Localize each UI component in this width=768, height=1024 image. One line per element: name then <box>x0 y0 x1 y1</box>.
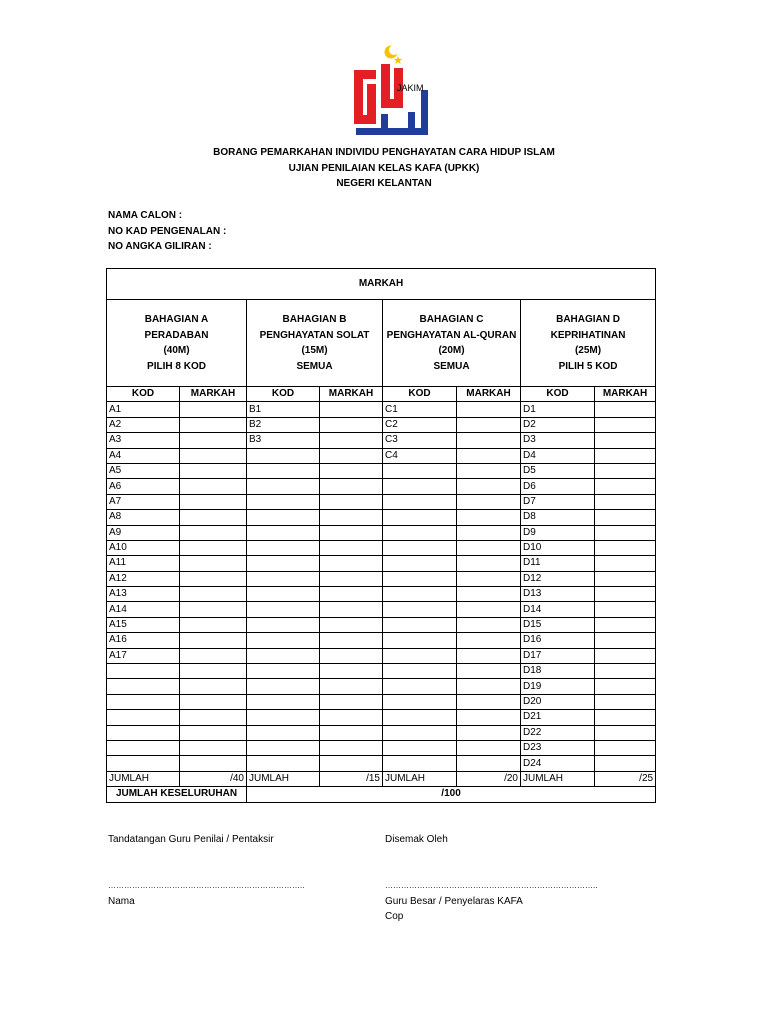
kod-cell-d: D8 <box>521 510 595 525</box>
form-title: BORANG PEMARKAHAN INDIVIDU PENGHAYATAN CARA HIDUP ISLAM <box>213 147 555 158</box>
grand-total-label: JUMLAH KESELURUHAN <box>107 787 247 802</box>
markah-cell-b[interactable] <box>320 540 383 555</box>
kod-cell-c <box>383 525 457 540</box>
kod-cell-d: D20 <box>521 694 595 709</box>
kod-cell-d: D13 <box>521 587 595 602</box>
markah-cell-c[interactable] <box>457 648 521 663</box>
kod-cell-d: D2 <box>521 417 595 432</box>
kod-cell-d: D4 <box>521 448 595 463</box>
kod-cell-c <box>383 679 457 694</box>
score-table <box>106 268 656 803</box>
table-row <box>107 525 656 540</box>
markah-cell-b[interactable] <box>320 571 383 586</box>
table-row <box>107 556 656 571</box>
form-subtitle: UJIAN PENILAIAN KELAS KAFA (UPKK) <box>288 162 480 174</box>
turn-number-label: NO ANGKA GILIRAN : <box>108 241 212 252</box>
kod-cell-b <box>247 448 320 463</box>
markah-cell-c[interactable] <box>457 740 521 755</box>
markah-cell-b[interactable] <box>320 664 383 679</box>
kod-cell-a: A14 <box>107 602 180 617</box>
kod-cell-c <box>383 725 457 740</box>
markah-cell-a[interactable] <box>180 710 247 725</box>
kod-cell-b <box>247 463 320 478</box>
markah-cell-b[interactable] <box>320 725 383 740</box>
kod-cell-a: A5 <box>107 463 180 478</box>
kod-cell-b: B1 <box>247 402 320 417</box>
markah-cell-b[interactable] <box>320 756 383 771</box>
markah-cell-c[interactable] <box>457 448 521 463</box>
logo-text: JAKIM <box>397 83 424 93</box>
kod-cell-b <box>247 756 320 771</box>
kod-cell-b <box>247 648 320 663</box>
col-markah-c: MARKAH <box>457 387 521 402</box>
kod-cell-b <box>247 540 320 555</box>
kod-cell-c: C2 <box>383 417 457 432</box>
table-row <box>107 571 656 586</box>
kod-cell-c <box>383 479 457 494</box>
grand-total-row <box>107 787 656 802</box>
markah-cell-b[interactable] <box>320 556 383 571</box>
markah-cell-b[interactable] <box>320 417 383 432</box>
markah-cell-b[interactable] <box>320 510 383 525</box>
kod-cell-b <box>247 479 320 494</box>
table-row <box>107 725 656 740</box>
markah-cell-b[interactable] <box>320 525 383 540</box>
kod-cell-a: A12 <box>107 571 180 586</box>
kod-cell-b <box>247 510 320 525</box>
markah-cell-c[interactable] <box>457 510 521 525</box>
markah-cell-d[interactable] <box>595 417 656 432</box>
markah-cell-a[interactable] <box>180 510 247 525</box>
markah-cell-b[interactable] <box>320 679 383 694</box>
markah-cell-c[interactable] <box>457 433 521 448</box>
kod-cell-a: A16 <box>107 633 180 648</box>
markah-cell-d[interactable] <box>595 648 656 663</box>
table-row <box>107 694 656 709</box>
col-kod-a: KOD <box>107 387 180 402</box>
table-row <box>107 510 656 525</box>
kod-cell-a <box>107 664 180 679</box>
kod-cell-b <box>247 679 320 694</box>
kod-cell-d: D5 <box>521 463 595 478</box>
markah-cell-d[interactable] <box>595 756 656 771</box>
markah-cell-a[interactable] <box>180 664 247 679</box>
markah-cell-c[interactable] <box>457 756 521 771</box>
jumlah-total-d: /25 <box>595 771 656 786</box>
jumlah-label-d: JUMLAH <box>521 771 595 786</box>
markah-cell-d[interactable] <box>595 694 656 709</box>
markah-cell-b[interactable] <box>320 694 383 709</box>
kod-cell-c <box>383 756 457 771</box>
markah-cell-d[interactable] <box>595 571 656 586</box>
markah-cell-c[interactable] <box>457 525 521 540</box>
kod-cell-d: D21 <box>521 710 595 725</box>
table-row <box>107 617 656 632</box>
table-row <box>107 494 656 509</box>
kod-cell-a: A10 <box>107 540 180 555</box>
markah-cell-c[interactable] <box>457 402 521 417</box>
markah-cell-c[interactable] <box>457 602 521 617</box>
kod-cell-a: A1 <box>107 402 180 417</box>
kod-cell-b <box>247 694 320 709</box>
kod-cell-a: A9 <box>107 525 180 540</box>
table-row <box>107 756 656 771</box>
kod-cell-b <box>247 710 320 725</box>
kod-cell-a: A13 <box>107 587 180 602</box>
col-markah-b: MARKAH <box>320 387 383 402</box>
column-header-row <box>107 387 656 402</box>
markah-cell-b[interactable] <box>320 617 383 632</box>
markah-cell-b[interactable] <box>320 402 383 417</box>
markah-cell-c[interactable] <box>457 664 521 679</box>
kod-cell-b <box>247 587 320 602</box>
logo-star <box>394 56 403 64</box>
markah-cell-b[interactable] <box>320 740 383 755</box>
jumlah-total-c: /20 <box>457 771 521 786</box>
markah-cell-b[interactable] <box>320 433 383 448</box>
markah-cell-b[interactable] <box>320 648 383 663</box>
markah-cell-c[interactable] <box>457 710 521 725</box>
kod-cell-c <box>383 463 457 478</box>
markah-cell-a[interactable] <box>180 556 247 571</box>
jumlah-total-b: /15 <box>320 771 383 786</box>
kod-cell-b <box>247 740 320 755</box>
kod-cell-d: D18 <box>521 664 595 679</box>
kod-cell-a <box>107 725 180 740</box>
kod-cell-c <box>383 617 457 632</box>
jumlah-row <box>107 771 656 786</box>
markah-cell-d[interactable] <box>595 664 656 679</box>
markah-cell-b[interactable] <box>320 494 383 509</box>
kod-cell-a: A4 <box>107 448 180 463</box>
markah-cell-a[interactable] <box>180 725 247 740</box>
kod-cell-d: D12 <box>521 571 595 586</box>
markah-cell-a[interactable] <box>180 633 247 648</box>
markah-cell-a[interactable] <box>180 417 247 432</box>
kod-cell-c <box>383 633 457 648</box>
code-rows <box>107 402 656 771</box>
col-markah-a: MARKAH <box>180 387 247 402</box>
section-c-header: BAHAGIAN C PENGHAYATAN AL-QURAN (20M) SEMUA <box>383 300 521 387</box>
kod-cell-b: B3 <box>247 433 320 448</box>
markah-cell-c[interactable] <box>457 679 521 694</box>
table-row <box>107 602 656 617</box>
kod-cell-b: B2 <box>247 417 320 432</box>
kod-cell-b <box>247 494 320 509</box>
kod-cell-a <box>107 756 180 771</box>
markah-cell-b[interactable] <box>320 602 383 617</box>
markah-cell-b[interactable] <box>320 710 383 725</box>
jumlah-label-b: JUMLAH <box>247 771 320 786</box>
kod-cell-a: A2 <box>107 417 180 432</box>
markah-cell-d[interactable] <box>595 633 656 648</box>
kod-cell-a: A11 <box>107 556 180 571</box>
kod-cell-d: D14 <box>521 602 595 617</box>
section-a-header: BAHAGIAN A PERADABAN (40M) PILIH 8 KOD <box>107 300 247 387</box>
markah-cell-c[interactable] <box>457 587 521 602</box>
table-row <box>107 433 656 448</box>
markah-cell-a[interactable] <box>180 602 247 617</box>
kod-cell-d: D6 <box>521 479 595 494</box>
markah-cell-a[interactable] <box>180 525 247 540</box>
kod-cell-b <box>247 556 320 571</box>
markah-cell-b[interactable] <box>320 587 383 602</box>
markah-cell-d[interactable] <box>595 448 656 463</box>
markah-cell-a[interactable] <box>180 494 247 509</box>
kod-cell-b <box>247 633 320 648</box>
kod-cell-b <box>247 617 320 632</box>
col-kod-b: KOD <box>247 387 320 402</box>
kod-cell-a: A17 <box>107 648 180 663</box>
kod-cell-d: D11 <box>521 556 595 571</box>
table-row <box>107 664 656 679</box>
kod-cell-c <box>383 694 457 709</box>
kod-cell-c: C1 <box>383 402 457 417</box>
kod-cell-a: A8 <box>107 510 180 525</box>
table-row <box>107 448 656 463</box>
col-kod-c: KOD <box>383 387 457 402</box>
markah-cell-c[interactable] <box>457 694 521 709</box>
kod-cell-a: A6 <box>107 479 180 494</box>
kod-cell-d: D10 <box>521 540 595 555</box>
markah-cell-c[interactable] <box>457 725 521 740</box>
table-row <box>107 633 656 648</box>
table-row <box>107 740 656 755</box>
markah-cell-c[interactable] <box>457 417 521 432</box>
kod-cell-d: D16 <box>521 633 595 648</box>
table-title: MARKAH <box>107 269 656 300</box>
markah-cell-d[interactable] <box>595 494 656 509</box>
table-row <box>107 417 656 432</box>
kod-cell-b <box>247 571 320 586</box>
kod-cell-d: D17 <box>521 648 595 663</box>
examiner-signature-line: ……………………………………………………………….. <box>108 881 305 890</box>
kod-cell-d: D3 <box>521 433 595 448</box>
ic-number-label: NO KAD PENGENALAN : <box>108 225 227 237</box>
jakim-logo <box>350 44 430 136</box>
jumlah-label-c: JUMLAH <box>383 771 457 786</box>
stamp-label: Cop <box>385 911 404 922</box>
kod-cell-a: A3 <box>107 433 180 448</box>
kod-cell-d: D1 <box>521 402 595 417</box>
markah-cell-a[interactable] <box>180 540 247 555</box>
kod-cell-a <box>107 710 180 725</box>
form-state: NEGERI KELANTAN <box>336 178 432 189</box>
table-row <box>107 402 656 417</box>
section-b-header: BAHAGIAN B PENGHAYATAN SOLAT (15M) SEMUA <box>247 300 383 387</box>
form-header <box>0 145 768 192</box>
kod-cell-d: D9 <box>521 525 595 540</box>
kod-cell-c <box>383 571 457 586</box>
candidate-fields <box>108 208 226 255</box>
markah-cell-d[interactable] <box>595 510 656 525</box>
jumlah-total-a: /40 <box>180 771 247 786</box>
markah-cell-d[interactable] <box>595 556 656 571</box>
markah-cell-a[interactable] <box>180 571 247 586</box>
kod-cell-d: D22 <box>521 725 595 740</box>
markah-cell-a[interactable] <box>180 679 247 694</box>
kod-cell-d: D7 <box>521 494 595 509</box>
markah-cell-c[interactable] <box>457 556 521 571</box>
checker-signature-line: …………………………………………………………………….. <box>385 881 598 890</box>
headmaster-label: Guru Besar / Penyelaras KAFA <box>385 896 523 907</box>
examiner-signature-label: Tandatangan Guru Penilai / Pentaksir <box>108 834 274 845</box>
markah-cell-a[interactable] <box>180 479 247 494</box>
kod-cell-c <box>383 664 457 679</box>
kod-cell-d: D24 <box>521 756 595 771</box>
kod-cell-a <box>107 694 180 709</box>
markah-cell-c[interactable] <box>457 633 521 648</box>
markah-cell-c[interactable] <box>457 571 521 586</box>
kod-cell-b <box>247 525 320 540</box>
kod-cell-b <box>247 602 320 617</box>
table-row <box>107 679 656 694</box>
markah-cell-b[interactable] <box>320 448 383 463</box>
markah-cell-d[interactable] <box>595 602 656 617</box>
kod-cell-d: D19 <box>521 679 595 694</box>
table-row <box>107 540 656 555</box>
kod-cell-d: D15 <box>521 617 595 632</box>
kod-cell-c <box>383 740 457 755</box>
kod-cell-a: A7 <box>107 494 180 509</box>
markah-cell-a[interactable] <box>180 448 247 463</box>
markah-cell-a[interactable] <box>180 617 247 632</box>
markah-cell-b[interactable] <box>320 463 383 478</box>
table-row <box>107 710 656 725</box>
markah-cell-d[interactable] <box>595 479 656 494</box>
table-row <box>107 479 656 494</box>
markah-cell-d[interactable] <box>595 617 656 632</box>
kod-cell-b <box>247 725 320 740</box>
kod-cell-c <box>383 648 457 663</box>
grand-total-value: /100 <box>247 787 656 802</box>
checked-by-label: Disemak Oleh <box>385 834 448 845</box>
table-row <box>107 463 656 478</box>
candidate-name-label: NAMA CALON : <box>108 210 183 221</box>
markah-cell-d[interactable] <box>595 587 656 602</box>
markah-cell-a[interactable] <box>180 694 247 709</box>
table-row <box>107 648 656 663</box>
kod-cell-c <box>383 510 457 525</box>
markah-cell-c[interactable] <box>457 479 521 494</box>
col-kod-d: KOD <box>521 387 595 402</box>
markah-cell-d[interactable] <box>595 525 656 540</box>
markah-cell-d[interactable] <box>595 725 656 740</box>
markah-cell-d[interactable] <box>595 710 656 725</box>
markah-cell-c[interactable] <box>457 494 521 509</box>
kod-cell-d: D23 <box>521 740 595 755</box>
markah-cell-a[interactable] <box>180 648 247 663</box>
kod-cell-c: C3 <box>383 433 457 448</box>
markah-cell-a[interactable] <box>180 433 247 448</box>
markah-cell-d[interactable] <box>595 433 656 448</box>
col-markah-d: MARKAH <box>595 387 656 402</box>
kod-cell-a: A15 <box>107 617 180 632</box>
kod-cell-c <box>383 556 457 571</box>
markah-cell-d[interactable] <box>595 679 656 694</box>
kod-cell-c <box>383 602 457 617</box>
markah-cell-a[interactable] <box>180 740 247 755</box>
kod-cell-c <box>383 710 457 725</box>
markah-cell-c[interactable] <box>457 540 521 555</box>
markah-cell-d[interactable] <box>595 463 656 478</box>
markah-cell-c[interactable] <box>457 463 521 478</box>
jumlah-label-a: JUMLAH <box>107 771 180 786</box>
markah-cell-d[interactable] <box>595 740 656 755</box>
markah-cell-a[interactable] <box>180 463 247 478</box>
kod-cell-c: C4 <box>383 448 457 463</box>
examiner-name-label: Nama <box>108 896 135 907</box>
kod-cell-b <box>247 664 320 679</box>
markah-cell-d[interactable] <box>595 402 656 417</box>
markah-cell-c[interactable] <box>457 617 521 632</box>
table-row <box>107 587 656 602</box>
markah-cell-a[interactable] <box>180 756 247 771</box>
markah-cell-b[interactable] <box>320 479 383 494</box>
kod-cell-c <box>383 540 457 555</box>
markah-cell-a[interactable] <box>180 402 247 417</box>
markah-cell-d[interactable] <box>595 540 656 555</box>
section-d-header: BAHAGIAN D KEPRIHATINAN (25M) PILIH 5 KOD <box>521 300 656 387</box>
kod-cell-a <box>107 679 180 694</box>
kod-cell-a <box>107 740 180 755</box>
markah-cell-b[interactable] <box>320 633 383 648</box>
kod-cell-c <box>383 587 457 602</box>
kod-cell-c <box>383 494 457 509</box>
markah-cell-a[interactable] <box>180 587 247 602</box>
